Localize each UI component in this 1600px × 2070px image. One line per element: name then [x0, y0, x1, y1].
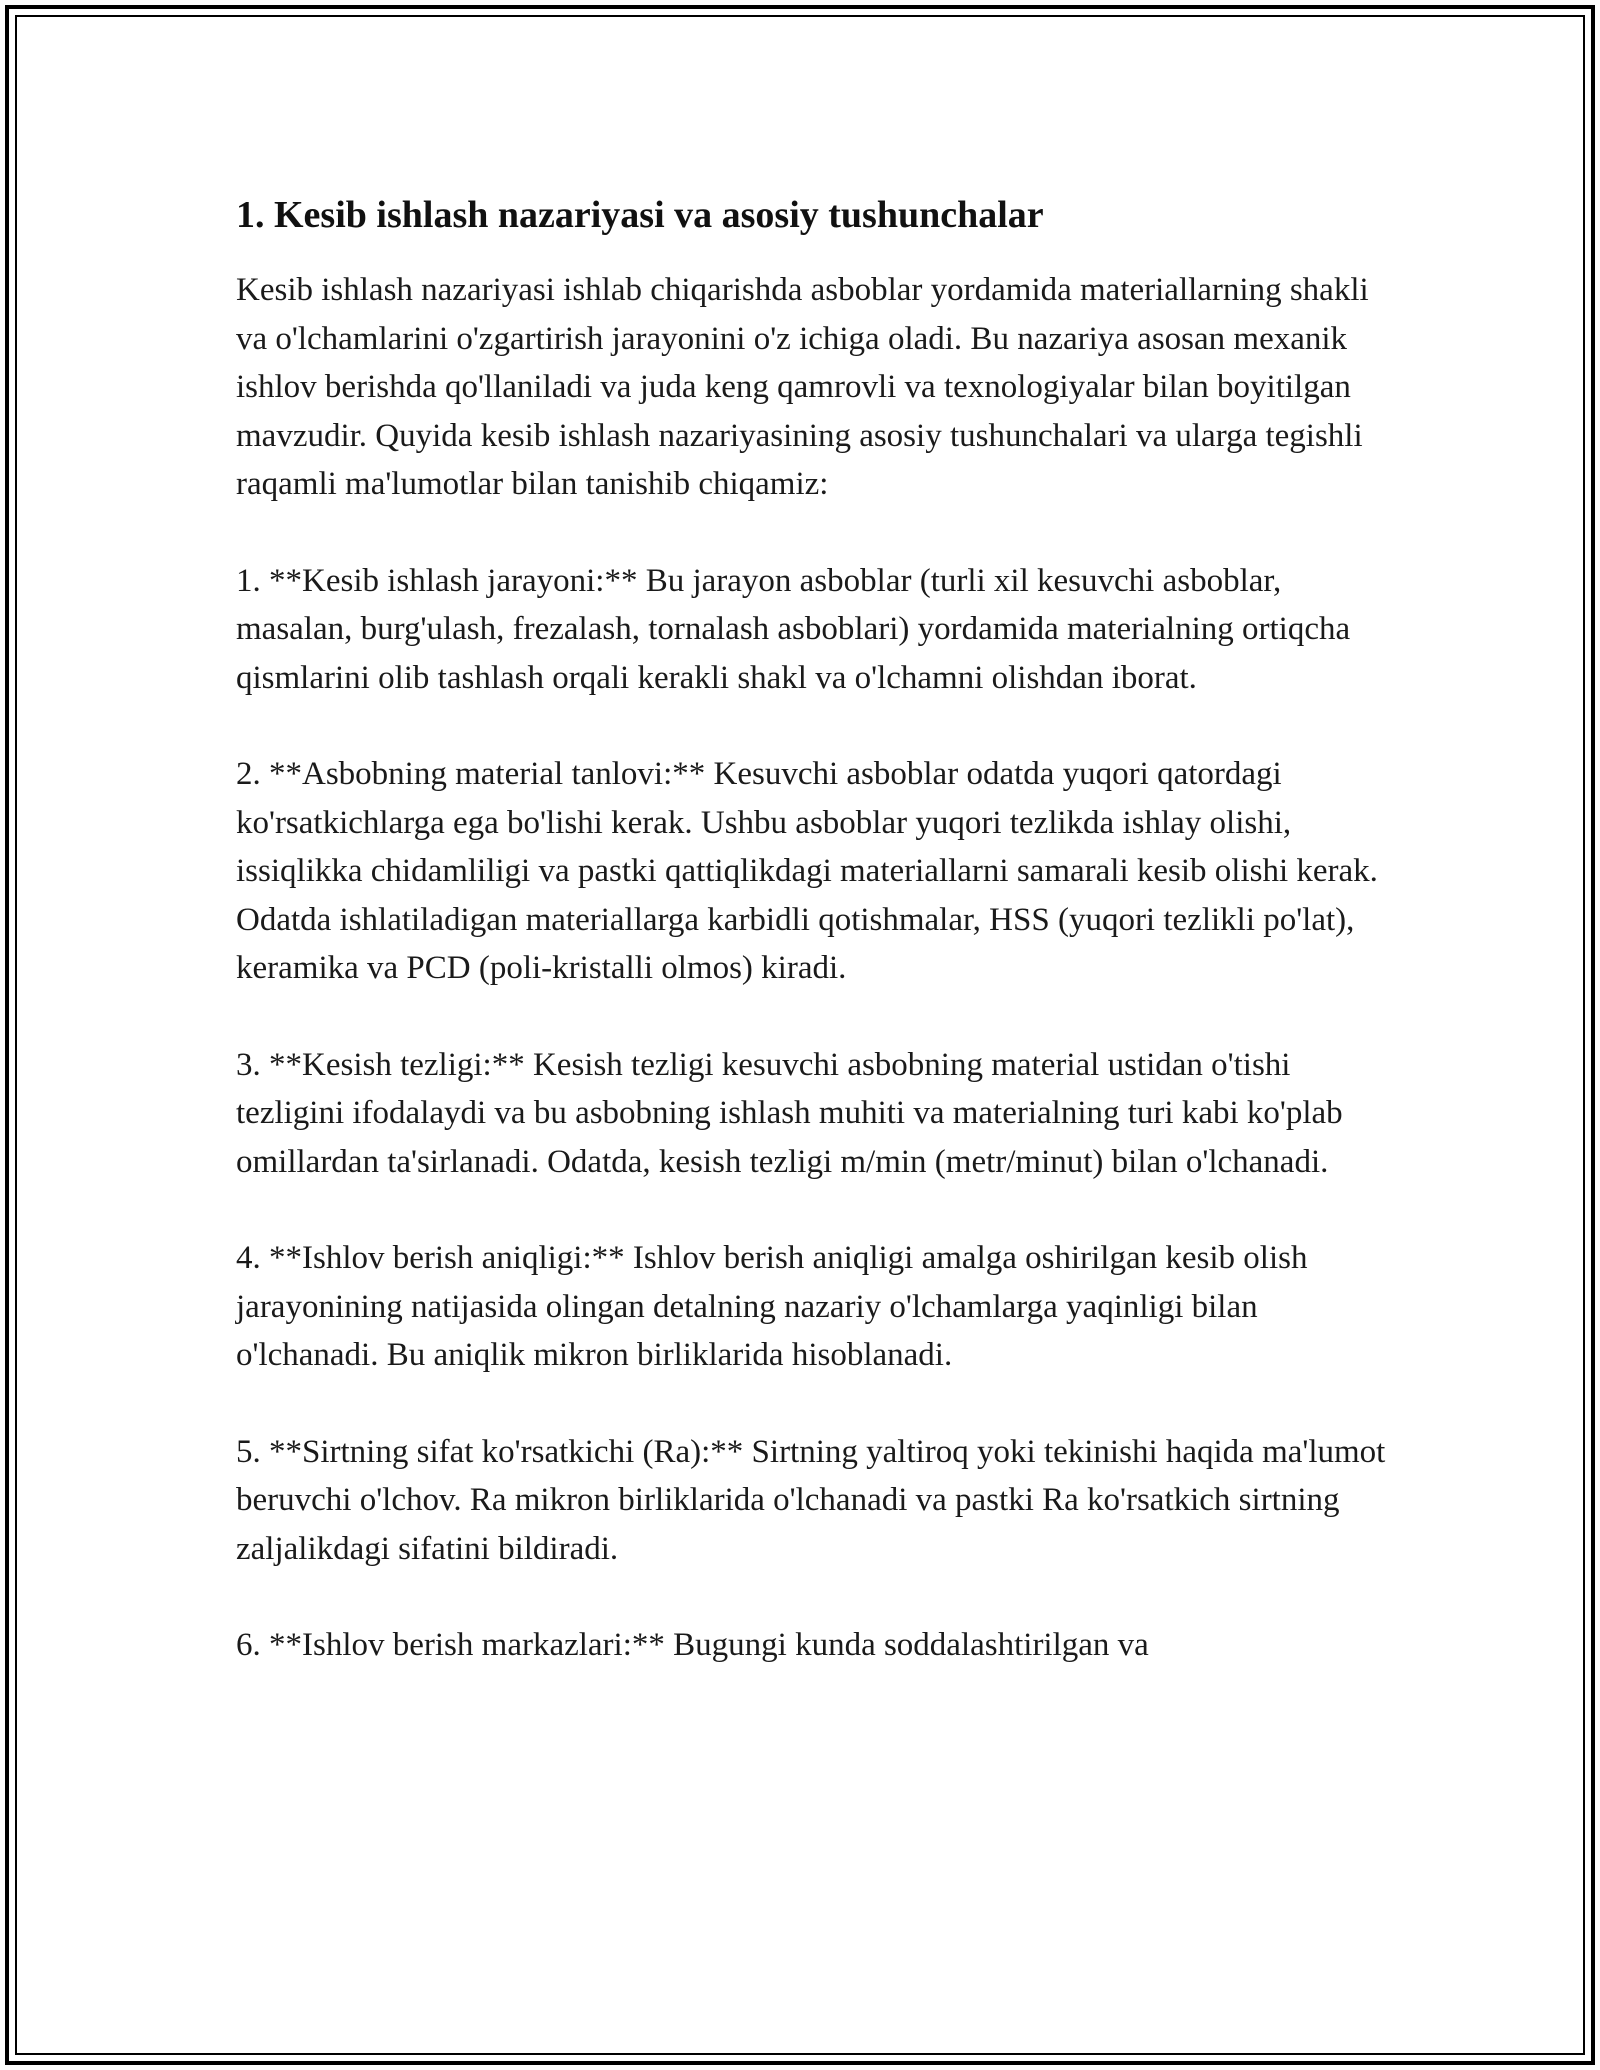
list-item-5: 5. **Sirtning sifat ko'rsatkichi (Ra):** Sirtning yaltiroq yoki tekinishi haqida ma'lumot beruvchi o'lchov. Ra mikron birliklarida o'lchanadi va pastki Ra ko'rsatkich sirtning zaljalikdagi sifatini bildiradi. — [236, 1433, 1386, 1567]
list-item-4: 4. **Ishlov berish aniqligi:** Ishlov berish aniqligi amalga oshirilgan kesib olish jarayonining natijasida olingan detalning nazariy o'lchamlarga yaqinligi bilan o'lchanadi. Bu aniqlik mikron birliklarida hisoblanadi. — [236, 1240, 1308, 1373]
list-item-2: 2. **Asbobning material tanlovi:** Kesuvchi asboblar odatda yuqori qatordagi ko'rsatkichlarga ega bo'lishi kerak. Ushbu asboblar yuqori tezlikda ishlay olishi, issiqlikka chidamliligi va pastki qattiqlikdagi materiallarni samarali kesib olishi kerak. Odatda ishlatiladigan materiallarga karbidli qotishmalar, HSS (yuqori tezlikli po'lat), keramika va PCD (poli-kristalli olmos) kiradi. — [236, 756, 1378, 986]
list-item-1: 1. **Kesib ishlash jarayoni:** Bu jarayon asboblar (turli xil kesuvchi asboblar, masalan, burg'ulash, frezalash, tornalash asboblari) yordamida materialning ortiqcha qismlarini olib tashlash orqali kerakli shakl va o'lchamni olishdan iborat. — [236, 562, 1351, 696]
intro-paragraph: Kesib ishlash nazariyasi ishlab chiqarishda asboblar yordamida materiallarning shakli va o'lchamlarini o'zgartirish jarayonini o'z ichiga oladi. Bu nazariya asosan mexanik ishlov berishda qo'llaniladi va juda keng qamrovli va texnologiyalar bilan boyitilgan mavzudir. Quyida kesib ishlash nazariyasining asosiy tushunchalari va ularga tegishli raqamli ma'lumotlar bilan tanishib chiqamiz: — [236, 272, 1369, 502]
section-heading: 1. Kesib ishlash nazariyasi va asosiy tushunchalar — [236, 194, 1044, 236]
document-body — [236, 190, 1396, 1670]
list-item-3: 3. **Kesish tezligi:** Kesish tezligi kesuvchi asbobning material ustidan o'tishi tezligini ifodalaydi va bu asbobning ishlash muhiti va materialning turi kabi ko'plab omillardan ta'sirlanadi. Odatda, kesish tezligi m/min (metr/minut) bilan o'lchanadi. — [236, 1046, 1343, 1180]
list-item-6: 6. **Ishlov berish markazlari:** Bugungi kunda soddalashtirilgan va — [236, 1627, 1149, 1663]
